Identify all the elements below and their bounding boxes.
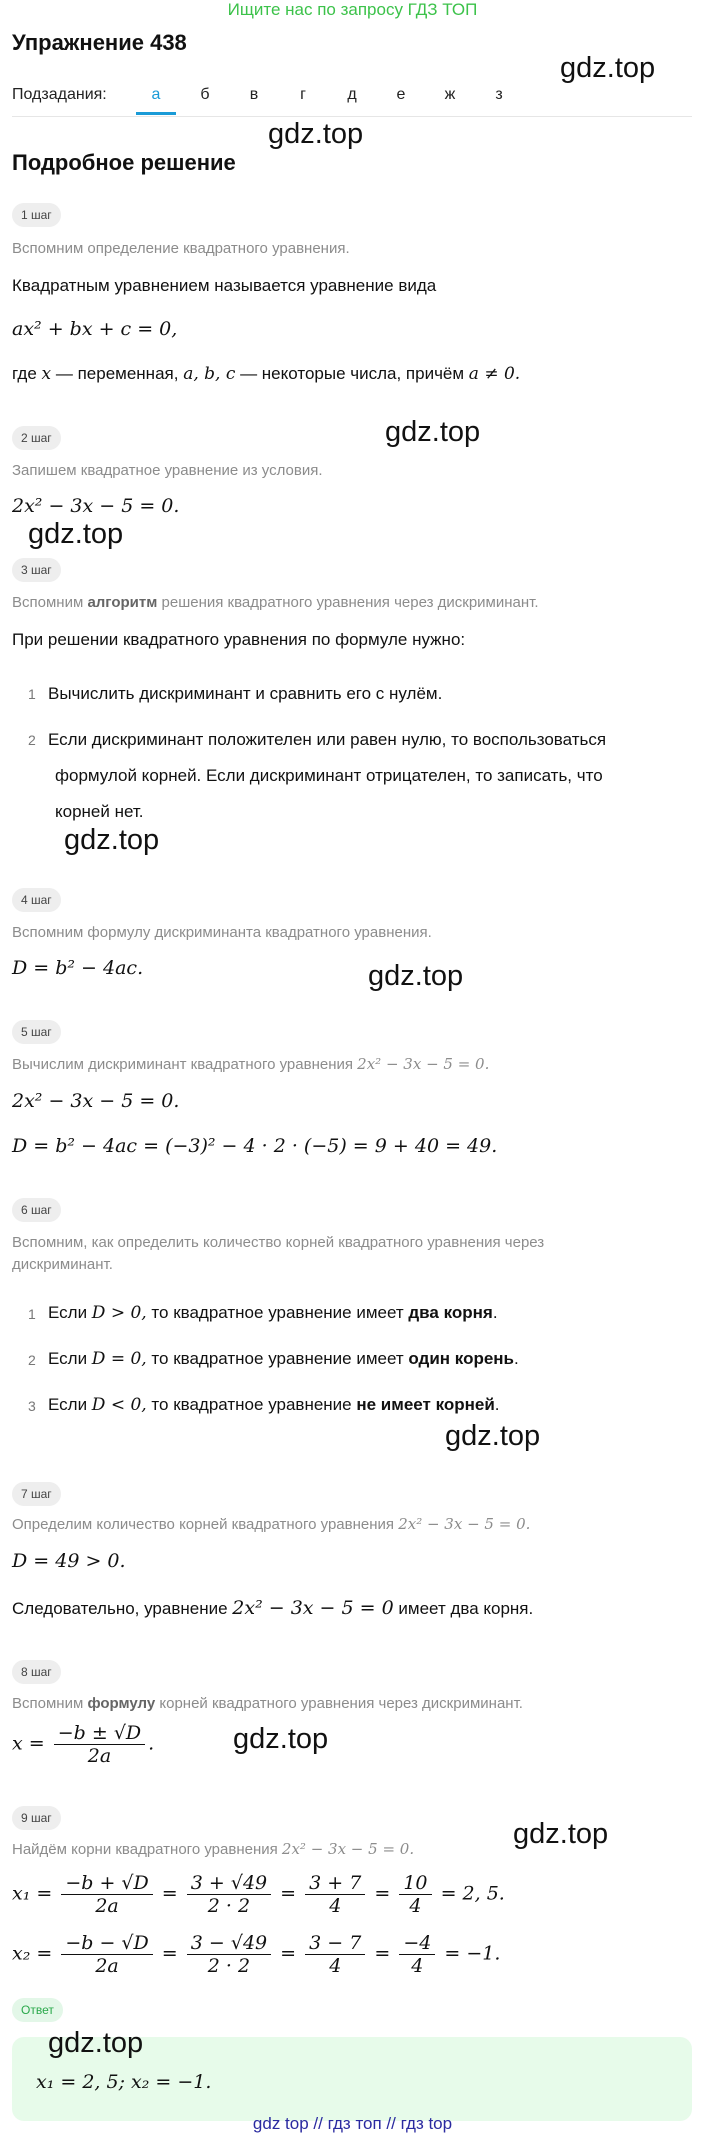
watermark: gdz.top (28, 518, 124, 550)
step-text: Квадратным уравнением называется уравнение вида (12, 276, 437, 295)
watermark: gdz.top (445, 1420, 541, 1452)
subtask-tab-zh[interactable]: ж (444, 86, 456, 103)
formula: ax² + bx + c = 0, (12, 318, 178, 340)
watermark: gdz.top (513, 1818, 609, 1850)
top-banner[interactable]: Ищите нас по запросу ГДЗ ТОП (227, 0, 478, 19)
formula: D = b² − 4ac = (−3)² − 4 · 2 · (−5) = 9 + 40 = 49. (12, 1135, 498, 1157)
step-badge: 1 шаг (12, 203, 61, 227)
step-text: При решении квадратного уравнения по формуле нужно: (12, 630, 466, 649)
subtask-tab-a[interactable]: а (151, 86, 161, 103)
list-item: Если дискриминант положителен или равен нулю, то воспользоваться (48, 730, 607, 749)
step-badge: 3 шаг (12, 558, 61, 582)
list-item: корней нет. (55, 802, 144, 821)
watermark: gdz.top (64, 824, 160, 856)
step-hint: Вспомним алгоритм решения квадратного уравнения через дискриминант. (12, 594, 539, 611)
subtask-tab-g[interactable]: г (300, 86, 306, 103)
step-badge: 2 шаг (12, 426, 61, 450)
list-number: 3 (28, 1398, 36, 1414)
formula: D = 49 > 0. (12, 1550, 126, 1572)
watermark: gdz.top (368, 960, 464, 992)
step-badge: 9 шаг (12, 1806, 61, 1830)
list-item: Если D > 0, то квадратное уравнение имеет два корня. (48, 1303, 498, 1323)
formula: 2x² − 3x − 5 = 0. (12, 495, 180, 517)
formula-row: x₂ = $\frac{-b - √D}{2a}$ = $\frac{3 - √49}{2 \cdot 2}$ = $\frac{3 - 7}{4}$ = $\frac{-4}{4}$ = −1. (12, 1932, 501, 1977)
formula: x = $\frac{-b \pm √D}{2a}$ . (12, 1722, 155, 1767)
list-item: Если D < 0, то квадратное уравнение не имеет корней. (48, 1395, 500, 1415)
page-title: Упражнение 438 (12, 30, 187, 55)
step-badge: 6 шаг (12, 1198, 61, 1222)
subtask-tab-v[interactable]: в (249, 86, 259, 103)
list-number: 2 (28, 732, 36, 748)
step-hint: Вспомним определение квадратного уравнения. (12, 240, 350, 257)
subtask-tab-d[interactable]: д (347, 86, 357, 103)
formula: D = b² − 4ac. (12, 957, 144, 979)
step-text: Следовательно, уравнение 2x² − 3x − 5 = 0 имеет два корня. (12, 1597, 534, 1619)
step-badge: 5 шаг (12, 1020, 61, 1044)
active-tab-indicator (136, 112, 176, 115)
step-badge: 7 шаг (12, 1482, 61, 1506)
step-badge: 4 шаг (12, 888, 61, 912)
subtask-tab-e[interactable]: е (396, 86, 406, 103)
step-hint: Запишем квадратное уравнение из условия. (12, 462, 323, 479)
list-number: 1 (28, 1306, 36, 1322)
list-item: Вычислить дискриминант и сравнить его с нулём. (48, 684, 443, 703)
subtasks-label: Подзадания: (12, 86, 107, 103)
step-hint: Вспомним формулу корней квадратного уравнения через дискриминант. (12, 1695, 523, 1712)
watermark: gdz.top (385, 416, 481, 448)
step-badge: 8 шаг (12, 1660, 61, 1684)
list-number: 1 (28, 686, 36, 702)
watermark: gdz.top (268, 118, 364, 150)
subtask-tab-z[interactable]: з (495, 86, 503, 103)
step-hint: дискриминант. (12, 1256, 113, 1273)
answer-value: x₁ = 2, 5; x₂ = −1. (36, 2071, 212, 2093)
list-number: 2 (28, 1352, 36, 1368)
list-item: формулой корней. Если дискриминант отрицателен, то записать, что (55, 766, 603, 785)
step-hint: Вспомним формулу дискриминанта квадратного уравнения. (12, 924, 432, 941)
step-hint: Вычислим дискриминант квадратного уравнения 2x² − 3x − 5 = 0. (12, 1055, 490, 1073)
list-item: Если D = 0, то квадратное уравнение имеет один корень. (48, 1349, 519, 1369)
step-hint: Определим количество корней квадратного уравнения 2x² − 3x − 5 = 0. (12, 1515, 531, 1533)
section-title: Подробное решение (12, 150, 236, 175)
watermark: gdz.top (560, 52, 656, 84)
watermark: gdz.top (48, 2027, 144, 2059)
subtask-tab-b[interactable]: б (200, 86, 210, 103)
watermark: gdz.top (233, 1723, 329, 1755)
step-hint: Вспомним, как определить количество корней квадратного уравнения через (12, 1234, 545, 1251)
divider (12, 116, 692, 117)
answer-badge: Ответ (12, 1998, 63, 2022)
step-hint: Найдём корни квадратного уравнения 2x² − 3x − 5 = 0. (12, 1840, 415, 1858)
formula-row: x₁ = $\frac{-b + √D}{2a}$ = $\frac{3 + √49}{2 \cdot 2}$ = $\frac{3 + 7}{4}$ = $\frac{10}{4}$ = 2, 5. (12, 1872, 505, 1917)
footer-links[interactable]: gdz top // гдз топ // гдз top (252, 2114, 453, 2133)
formula: 2x² − 3x − 5 = 0. (12, 1090, 180, 1112)
step-text: где x — переменная, a, b, c — некоторые числа, причём a ≠ 0. (12, 364, 521, 384)
